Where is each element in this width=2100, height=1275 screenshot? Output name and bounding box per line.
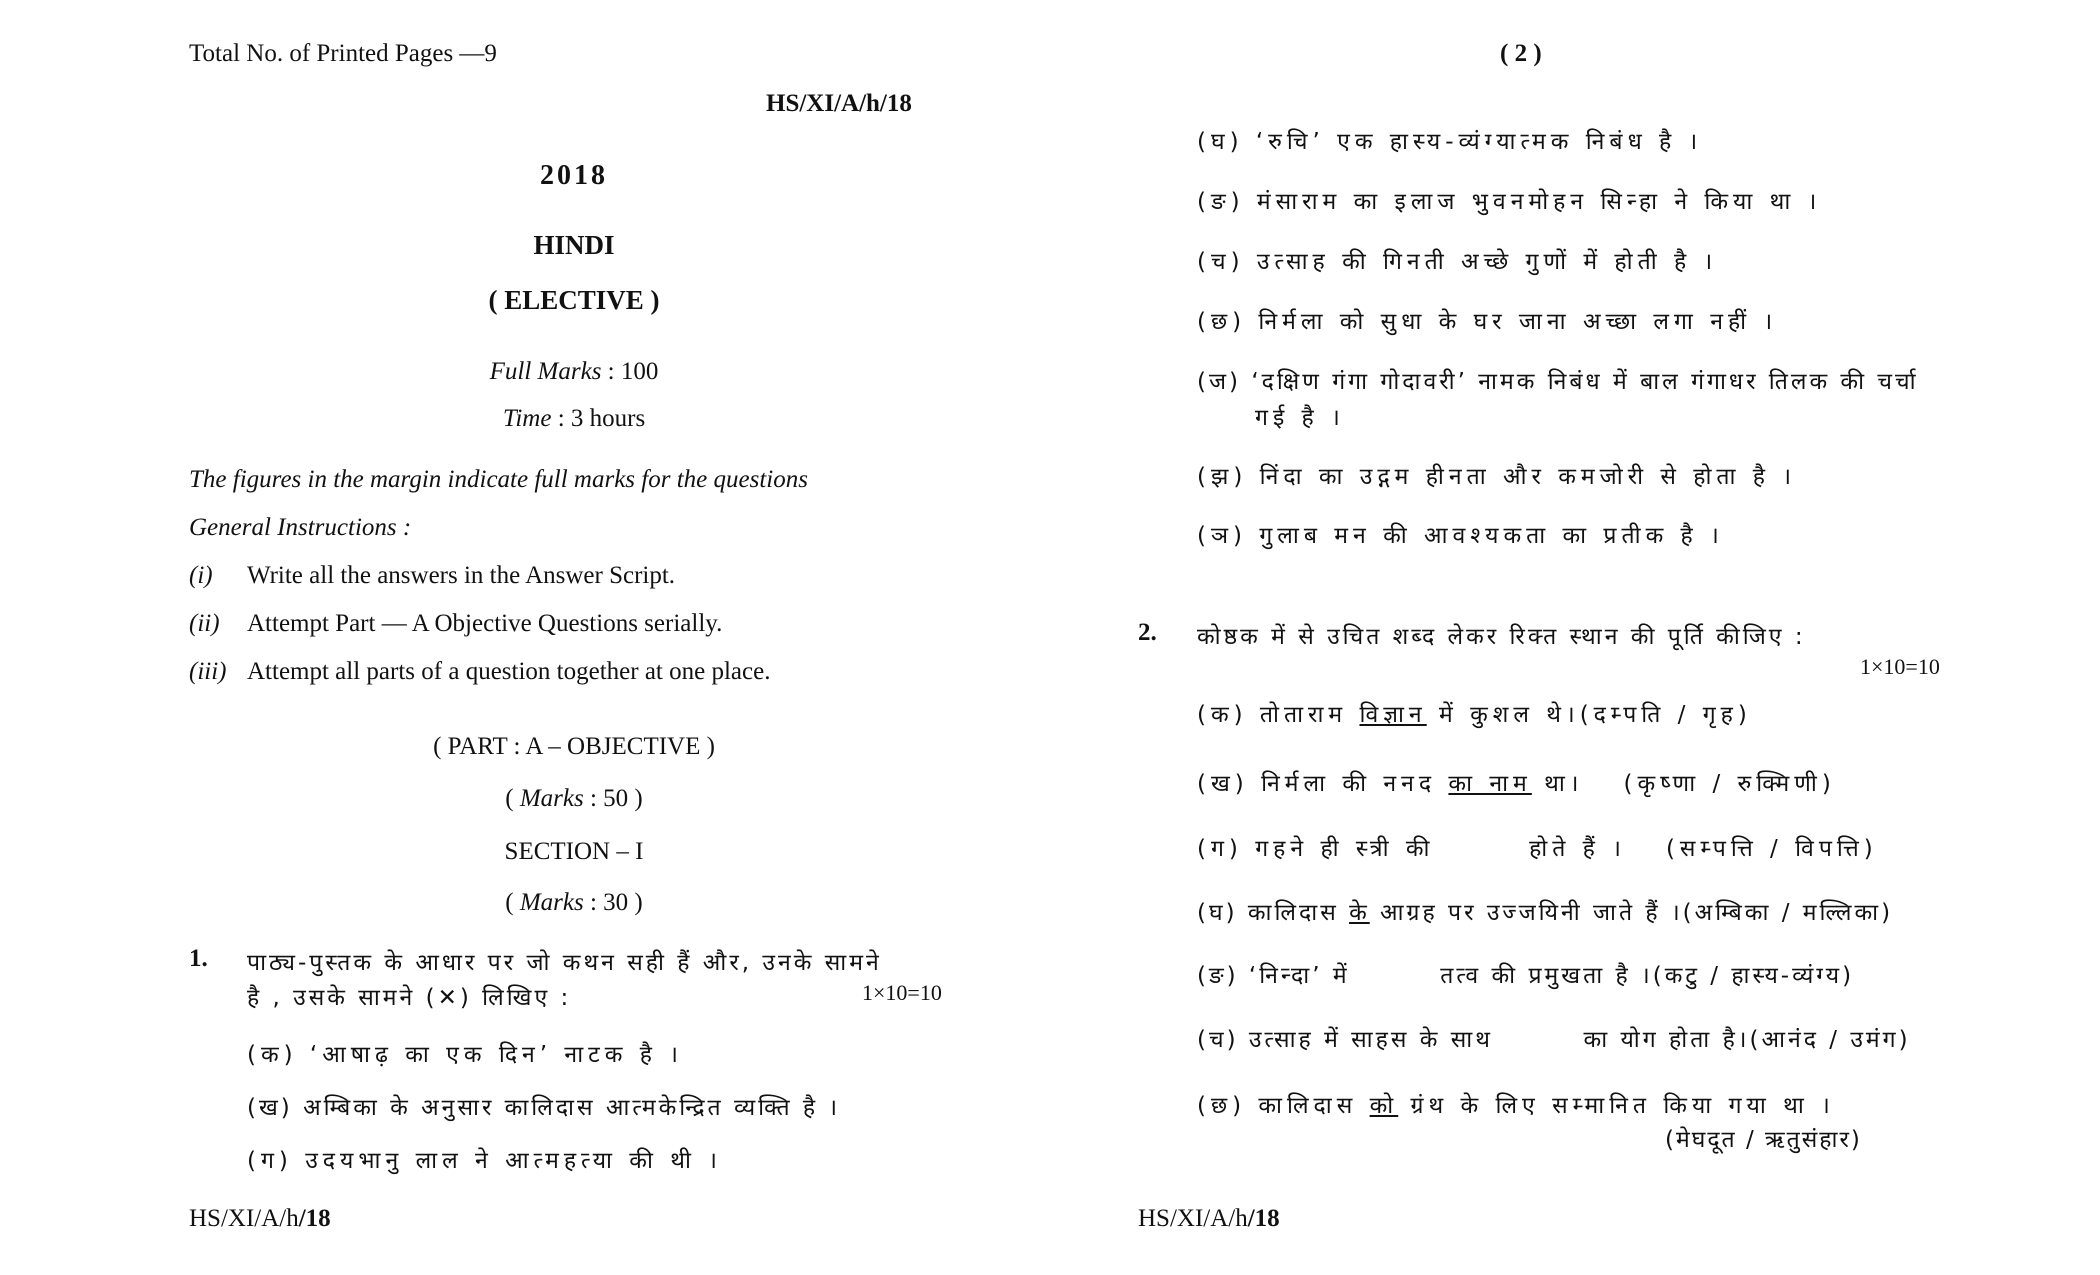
blank-word: को — [1369, 1093, 1399, 1119]
list-item-continuation: गई है । — [1255, 405, 1345, 431]
list-item: (घ) ‘रुचि’ एक हास्य-व्यंग्यात्मक निबंध है । — [1197, 129, 1703, 155]
list-item: (ञ) गुलाब मन की आवश्यकता का प्रतीक है । — [1197, 523, 1724, 549]
question-text: कोष्ठक में से उचित शब्द लेकर रिक्त स्थान की पूर्ति कीजिए : — [1197, 624, 1806, 650]
page-footer — [189, 1205, 331, 1233]
list-item: (ज) ‘दक्षिण गंगा गोदावरी’ नामक निबंध में बाल गंगाधर तिलक की चर्चा — [1197, 369, 1919, 395]
part-marks-label: Marks — [519, 785, 584, 812]
item-text: था। — [1531, 771, 1584, 797]
question-number: 2. — [1138, 619, 1157, 646]
printed-pages-header: Total No. of Printed Pages —9 — [189, 40, 497, 67]
time-value: : 3 hours — [551, 405, 646, 432]
list-item: (च) उत्साह की गिनती अच्छे गुणों में होती है । — [1197, 249, 1718, 275]
section-heading: SECTION – I — [504, 838, 644, 865]
blank-word: विज्ञान — [1359, 702, 1427, 728]
instruction-text: Attempt Part — A Objective Questions serially. — [247, 610, 723, 637]
paren-open: ( — [505, 889, 520, 916]
section-marks-label: Marks — [519, 889, 584, 916]
page-footer — [1138, 1205, 1280, 1233]
footer-number: /18 — [1247, 1205, 1280, 1232]
blank-word: के — [1349, 900, 1370, 926]
list-item: (छ) निर्मला को सुधा के घर जाना अच्छा लगा नहीं । — [1197, 309, 1778, 335]
paper-code: HS/XI/A/h/18 — [766, 90, 912, 117]
fill-blank-item — [1197, 766, 1836, 798]
instruction-num: (iii) — [189, 658, 227, 685]
item-text: (छ) कालिदास — [1197, 1093, 1370, 1119]
footer-code: HS/XI/A/h — [189, 1205, 299, 1232]
options: (आनंद / उमंग) — [1749, 1027, 1911, 1053]
item-text: (ग) गहने ही स्त्री की — [1197, 836, 1447, 862]
part-marks-value: : 50 ) — [583, 785, 643, 812]
list-item: (झ) निंदा का उद्गम हीनता और कमजोरी से होता है । — [1197, 464, 1797, 490]
instruction-num: (ii) — [189, 610, 220, 637]
fill-blank-item — [1197, 958, 1854, 990]
footer-number: /18 — [298, 1205, 331, 1232]
fill-blank-item — [1197, 895, 1893, 927]
section-marks — [189, 889, 959, 917]
options: (मेघदूत / ऋतुसंहार) — [1665, 1127, 1862, 1153]
question-number: 1. — [189, 945, 208, 972]
figures-note: The figures in the margin indicate full marks for the questions — [189, 466, 808, 493]
question-text: है , उसके सामने (✕) लिखिए : — [247, 985, 572, 1011]
footer-code: HS/XI/A/h — [1138, 1205, 1248, 1232]
full-marks-label: Full Marks — [489, 358, 602, 385]
item-text: में कुशल थे। — [1426, 702, 1580, 728]
fill-blank-item — [1197, 1088, 1835, 1120]
item-text: होते हैं । — [1516, 836, 1626, 862]
item-text: आग्रह पर उज्जयिनी जाते हैं । — [1369, 900, 1683, 926]
list-item: (क) ‘आषाढ़ का एक दिन’ नाटक है । — [247, 1042, 683, 1068]
options: (अम्बिका / मल्लिका) — [1682, 900, 1894, 926]
item-text: का योग होता है। — [1573, 1027, 1750, 1053]
section-marks-value: : 30 ) — [583, 889, 643, 916]
fill-blank-item — [1197, 1022, 1911, 1054]
part-marks — [189, 785, 959, 813]
question-marks: 1×10=10 — [862, 980, 942, 1005]
full-marks — [189, 358, 959, 386]
time-label: Time — [502, 405, 552, 432]
subject-title: HINDI — [533, 230, 615, 260]
blank-word: का नाम — [1448, 771, 1532, 797]
instruction-text: Attempt all parts of a question together at one place. — [247, 658, 771, 685]
item-text: (च) उत्साह में साहस के साथ — [1197, 1027, 1504, 1053]
full-marks-value: : 100 — [601, 358, 659, 385]
options: (सम्पत्ति / विपत्ति) — [1665, 836, 1878, 862]
question-text: पाठ्य-पुस्तक के आधार पर जो कथन सही हैं और, उनके सामने — [247, 950, 882, 976]
exam-year: 2018 — [540, 160, 608, 191]
question-marks: 1×10=10 — [1860, 654, 1940, 679]
item-text: तत्व की प्रमुखता है । — [1429, 963, 1653, 989]
paren-open: ( — [505, 785, 520, 812]
elective-label: ( ELECTIVE ) — [488, 285, 660, 315]
page-number: ( 2 ) — [1500, 40, 1542, 67]
options: (कटु / हास्य-व्यंग्य) — [1652, 963, 1855, 989]
list-item: (ख) अम्बिका के अनुसार कालिदास आत्मकेन्द्रित व्यक्ति है । — [247, 1095, 841, 1121]
options: (कृष्णा / रुक्मिणी) — [1623, 771, 1836, 797]
list-item: (ग) उदयभानु लाल ने आत्महत्या की थी । — [247, 1148, 722, 1174]
instruction-num: (i) — [189, 562, 213, 589]
part-heading: ( PART : A – OBJECTIVE ) — [433, 733, 715, 760]
general-instructions-heading: General Instructions : — [189, 514, 412, 541]
time — [189, 405, 959, 433]
instruction-text: Write all the answers in the Answer Script. — [247, 562, 676, 589]
item-text: (क) तोताराम — [1197, 702, 1360, 728]
fill-blank-item — [1197, 831, 1878, 863]
item-text: (ख) निर्मला की ननद — [1197, 771, 1449, 797]
fill-blank-item — [1197, 697, 1752, 729]
options: (दम्पति / गृह) — [1579, 702, 1752, 728]
list-item: (ङ) मंसाराम का इलाज भुवनमोहन सिन्हा ने किया था । — [1197, 189, 1822, 215]
item-text: ग्रंथ के लिए सम्मानित किया गया था । — [1398, 1093, 1835, 1119]
item-text: (ङ) ‘निन्दा’ में — [1197, 963, 1360, 989]
item-text: (घ) कालिदास — [1197, 900, 1350, 926]
